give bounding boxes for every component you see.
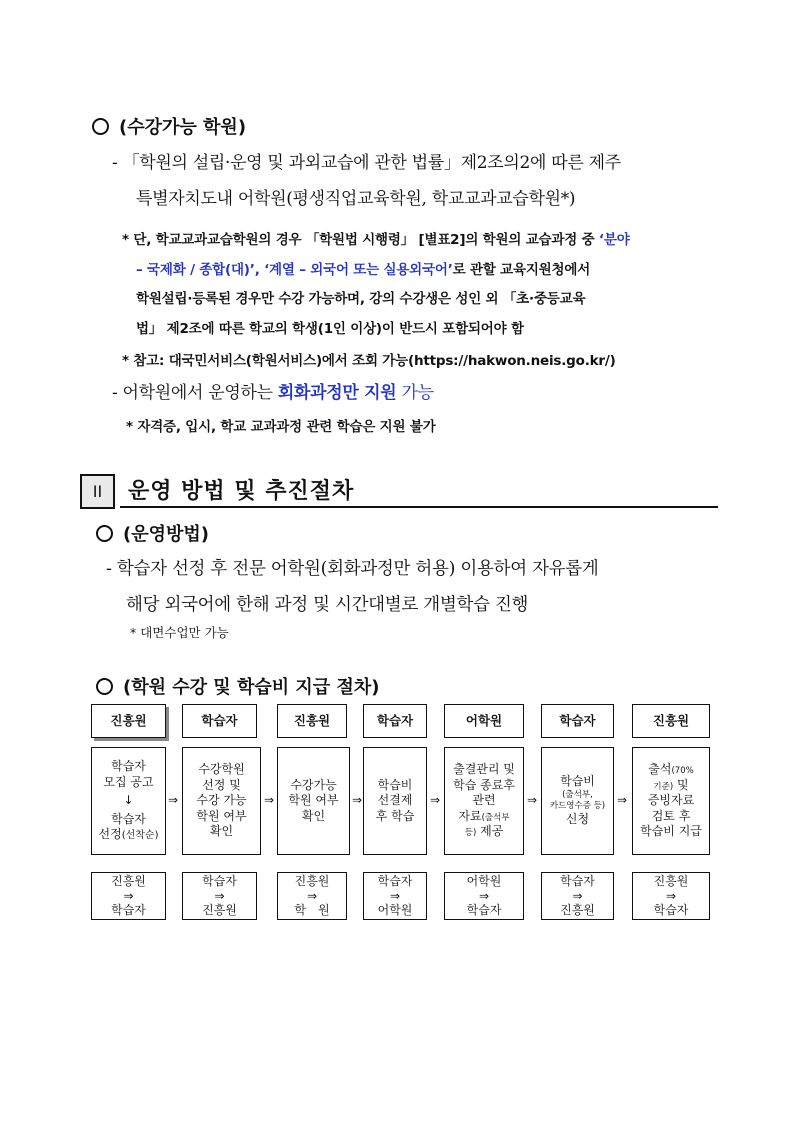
section-number-box: II	[80, 474, 115, 509]
method-line2: 해당 외국어에 한해 과정 및 시간대별로 개별학습 진행	[126, 595, 529, 615]
flow-header-7: 진흥원	[632, 704, 710, 738]
courses-note1: * 단, 학교교과교습학원의 경우 「학원법 시행령」 [별표2]의 학원의 교습과정 중 ‘분야 – 국제화 / 종합(대)’, ‘계열 – 외국어 또는 실용외국어’로 관할 교육지원청에서 학원설립·등록된 경우만 수강 가능하며, 강의 수강생은 성인 외 「초·중등교육 법」 제2조에 따른 학교의 학생(1인 이상)이 반드시 포함되어야 함	[122, 232, 630, 337]
flow-header-5: 어학원	[444, 704, 524, 738]
flow-step-2: 수강학원 선정 및 수강 가능 학원 여부 확인	[182, 747, 261, 855]
method-heading: (운영방법)	[96, 520, 209, 546]
flow-header-1: 진흥원	[91, 704, 166, 738]
courses-note2: * 참고: 대국민서비스(학원서비스)에서 조회 가능(https://hakwon.neis.go.kr/)	[122, 353, 616, 369]
flow-header-2: 학습자	[182, 704, 257, 738]
flow-transfer-5: 어학원 ⇒ 학습자	[444, 872, 524, 920]
arrow-icon: ⇒	[389, 888, 401, 903]
flow-transfer-7: 진흥원 ⇒ 학습자	[632, 872, 710, 920]
down-arrow-icon: ↓	[123, 793, 134, 808]
flow-transfer-2: 학습자 ⇒ 진흥원	[182, 872, 257, 920]
flow-step-6: 학습비 (출석부, 카드영수증 등) 신청	[541, 747, 614, 855]
flow-step-5: 출결관리 및 학습 종료후 관련 자료(출석부 등) 제공	[444, 747, 524, 855]
method-line1: - 학습자 선정 후 전문 어학원(회화과정만 허용) 이용하여 자유롭게	[106, 559, 599, 579]
courses-line1: - 「학원의 설립·운영 및 과외교습에 관한 법률」제2조의2에 따른 제주	[112, 153, 621, 173]
section-title: 운영 방법 및 추진절차	[128, 479, 355, 504]
flow-step-1: 학습자 모집 공고 ↓ 학습자 선정(선착순)	[91, 747, 166, 855]
flow-header-4: 학습자	[363, 704, 427, 738]
arrow-icon: ⇒	[123, 888, 134, 903]
arrow-icon: ⇒	[264, 793, 275, 807]
flow-step-4: 학습비 선결제 후 학습	[363, 747, 427, 855]
procedure-heading: (학원 수강 및 학습비 지급 절차)	[96, 673, 379, 699]
flow-transfer-1: 진흥원 ⇒ 학습자	[91, 872, 166, 920]
section-divider	[120, 506, 718, 508]
courses-line3: - 어학원에서 운영하는 회화과정만 지원 가능	[112, 383, 434, 403]
arrow-icon: ⇒	[617, 793, 628, 807]
courses-line2: 특별자치도내 어학원(평생직업교육학원, 학교교과교습학원*)	[136, 189, 576, 209]
arrow-icon: ⇒	[168, 793, 179, 807]
arrow-icon: ⇒	[527, 793, 538, 807]
flow-transfer-6: 학습자 ⇒ 진흥원	[541, 872, 614, 920]
flow-step-7: 출석(70% 기준) 및 증빙자료 검토 후 학습비 지급	[632, 747, 710, 855]
flow-step-3: 수강가능 학원 여부 확인	[277, 747, 350, 855]
arrow-icon: ⇒	[478, 888, 490, 903]
flow-transfer-3: 진흥원 ⇒ 학 원	[277, 872, 347, 920]
arrow-icon: ⇒	[665, 888, 677, 903]
flow-transfer-4: 학습자 ⇒ 어학원	[363, 872, 427, 920]
flow-header-3: 진흥원	[277, 704, 347, 738]
circle-bullet-icon	[92, 118, 109, 135]
arrow-icon: ⇒	[430, 793, 441, 807]
arrow-icon: ⇒	[214, 888, 225, 903]
circle-bullet-icon	[96, 525, 113, 542]
circle-bullet-icon	[96, 678, 113, 695]
courses-note3: * 자격증, 입시, 학교 교과과정 관련 학습은 지원 불가	[126, 419, 436, 435]
arrow-icon: ⇒	[572, 888, 583, 903]
courses-heading: (수강가능 학원)	[92, 113, 246, 139]
arrow-icon: ⇒	[306, 888, 318, 903]
method-note: * 대면수업만 가능	[130, 625, 229, 640]
flow-header-6: 학습자	[541, 704, 614, 738]
arrow-icon: ⇒	[352, 793, 363, 807]
